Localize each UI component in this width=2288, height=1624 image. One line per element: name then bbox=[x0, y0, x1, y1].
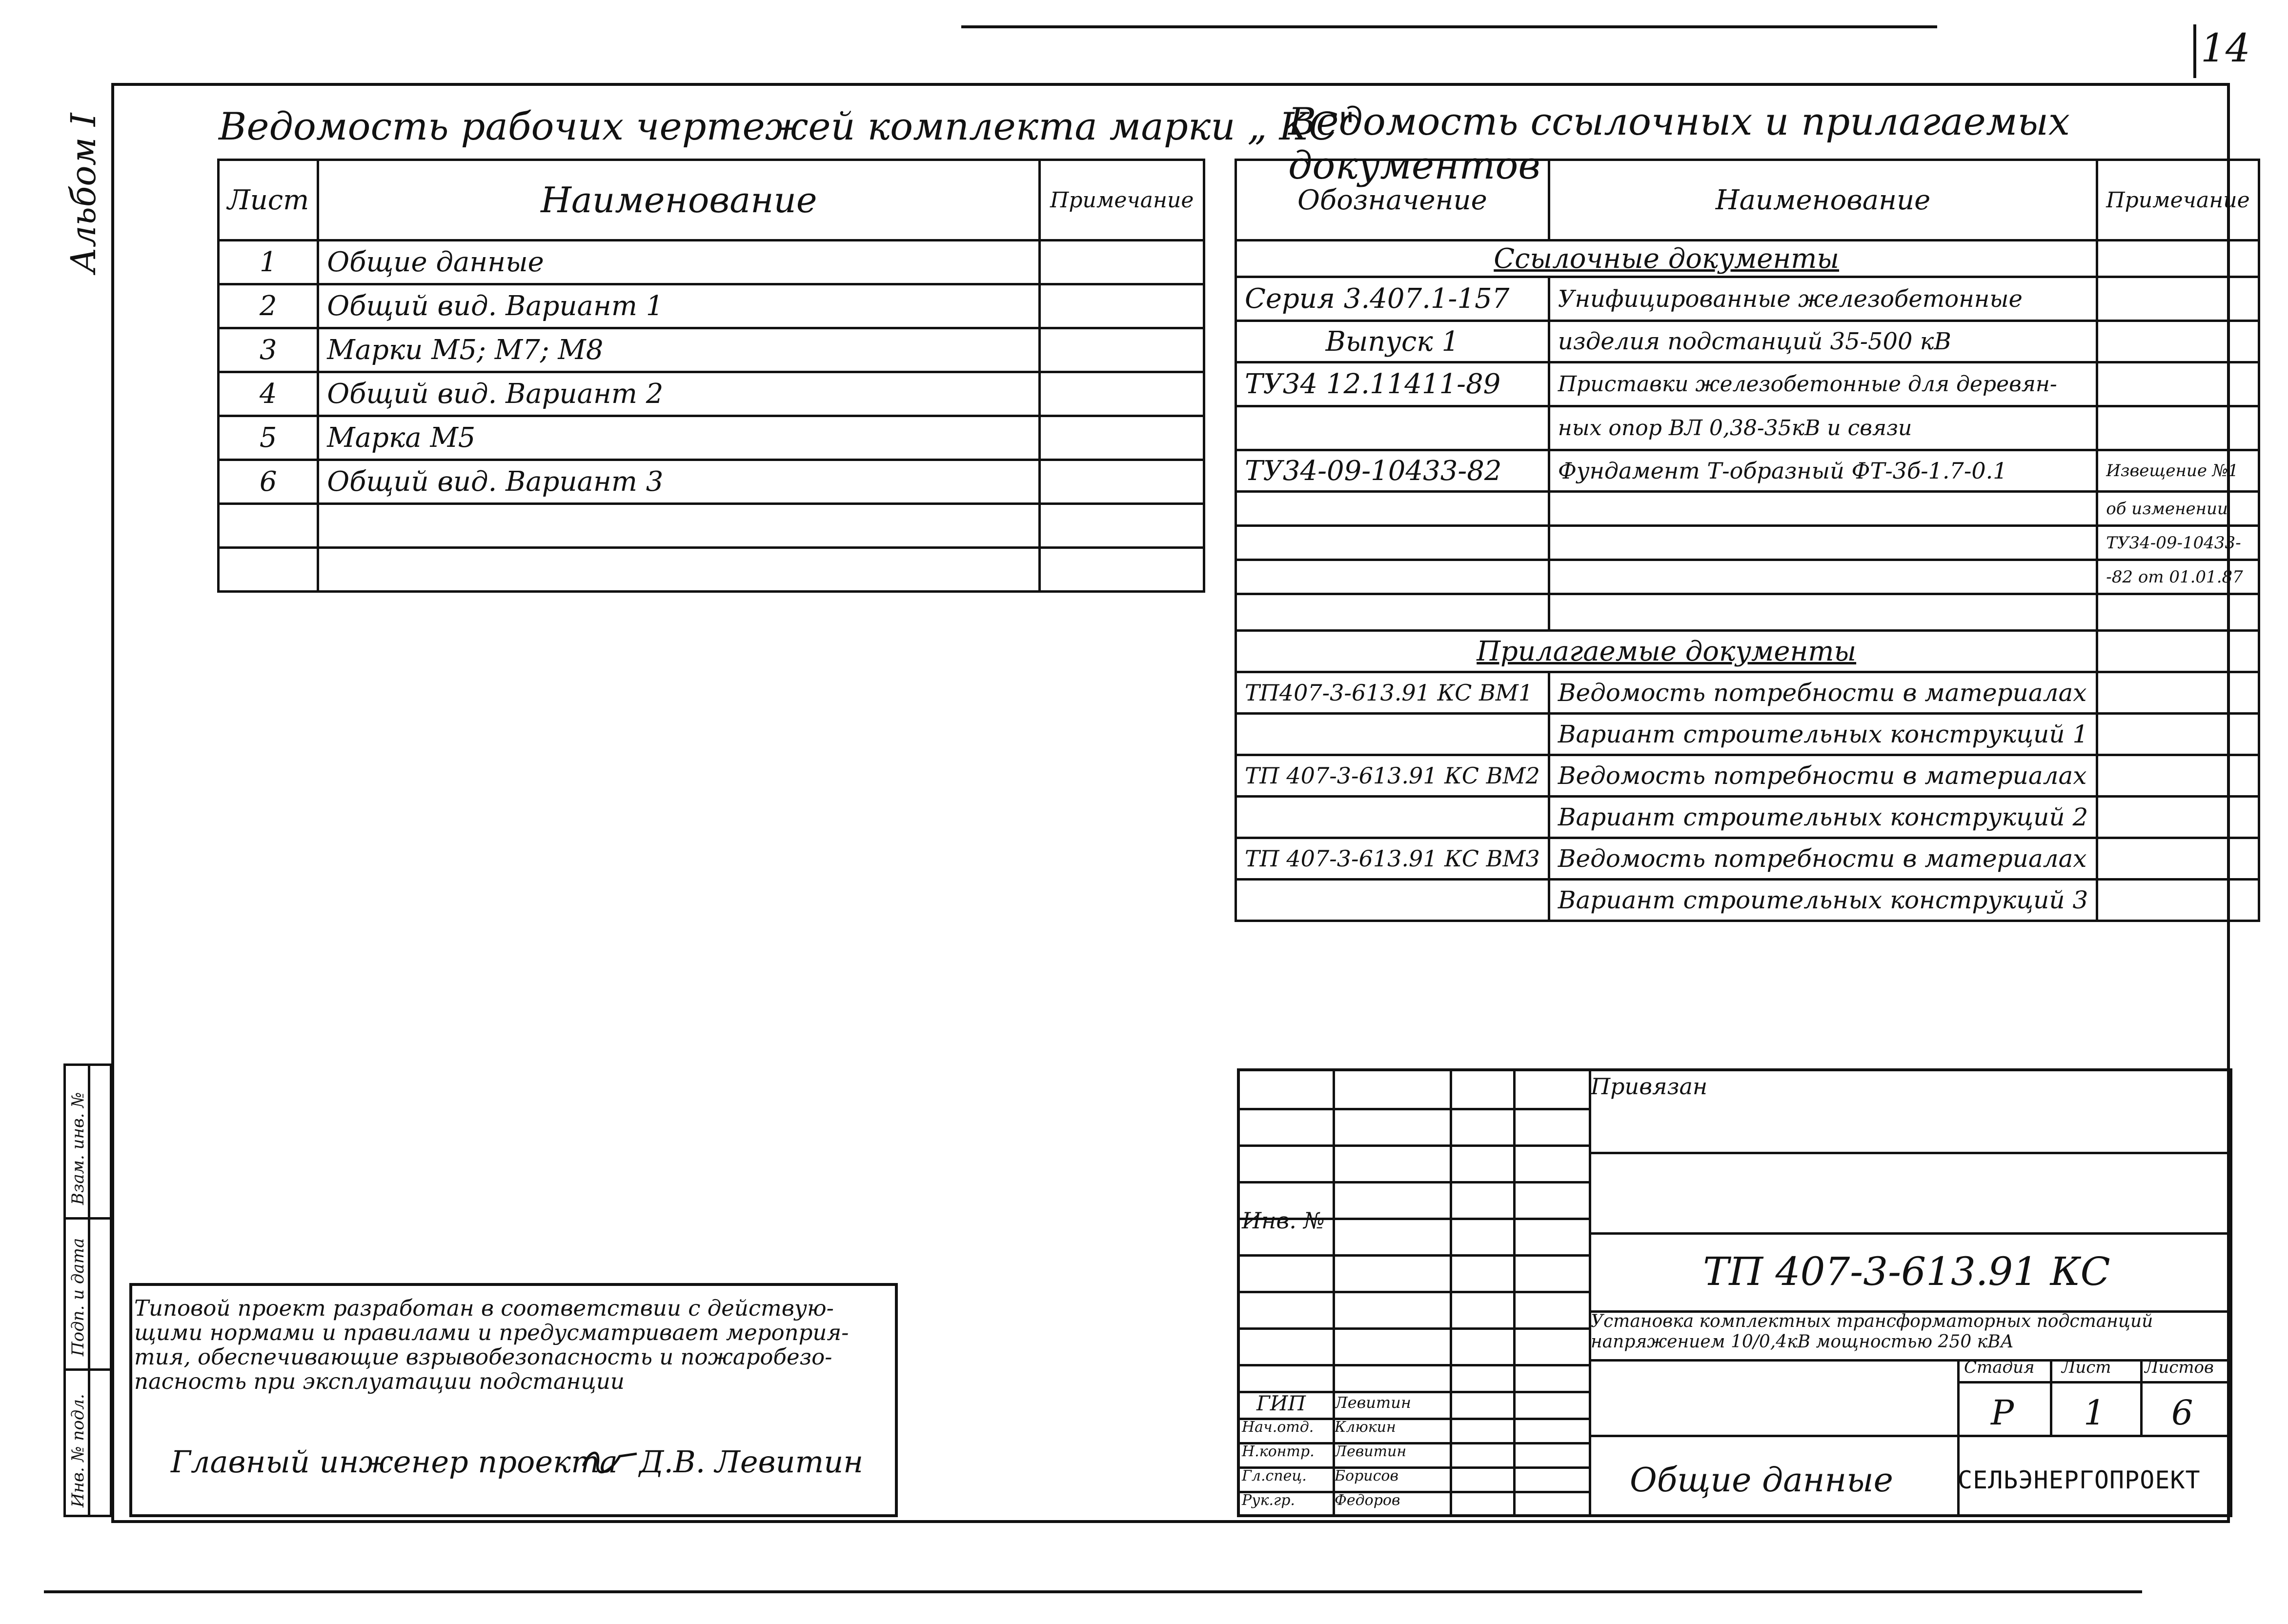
album-label: Альбом I bbox=[63, 113, 103, 273]
stage-label: Стадия bbox=[1964, 1358, 2035, 1377]
table-row: Вариант строительных конструкций 2 bbox=[1236, 797, 2259, 838]
table-row: Вариант строительных конструкций 3 bbox=[1236, 880, 2259, 921]
table-row: ТУ34 12.11411-89 Приставки железобетонные для деревян- bbox=[1236, 362, 2259, 406]
inv-label: Инв. № bbox=[1242, 1207, 1325, 1234]
table-row: ТУ34-09-10433-82 Фундамент Т-образный ФТ-3б-1.7-0.1 Извещение №1 bbox=[1236, 450, 2259, 492]
table-row: ТУ34-09-10433- bbox=[1236, 526, 2259, 560]
table-row bbox=[219, 504, 1204, 548]
project-desc-1: Установка комплектных трансформаторных подстанций bbox=[1591, 1311, 2153, 1331]
staff-name-1: Левитин bbox=[1335, 1393, 1411, 1412]
staff-name-4: Борисов bbox=[1335, 1467, 1398, 1484]
sheets-label: Листов bbox=[2145, 1358, 2214, 1377]
table-row: Вариант строительных конструкций 1 bbox=[1236, 714, 2259, 755]
staff-role-1: ГИП bbox=[1256, 1391, 1306, 1415]
table-row: ТП 407-3-613.91 КС ВМ3 Ведомость потребности в материалах bbox=[1236, 838, 2259, 880]
header-designation: Обозначение bbox=[1236, 160, 1549, 241]
table-row: 1 Общие данные bbox=[219, 241, 1204, 284]
table-row: ТП407-3-613.91 КС ВМ1 Ведомость потребности в материалах bbox=[1236, 672, 2259, 714]
table-row: Серия 3.407.1-157 Унифицированные железобетонные bbox=[1236, 277, 2259, 321]
header-name: Наименование bbox=[318, 160, 1040, 241]
staff-role-3: Н.контр. bbox=[1242, 1443, 1315, 1460]
side-stamp-cell-1: Взам. инв. № bbox=[68, 1092, 88, 1205]
side-stamp-cell-2: Подп. и дата bbox=[68, 1238, 88, 1356]
table-row: об изменении bbox=[1236, 492, 2259, 526]
header-name: Наименование bbox=[1549, 160, 2097, 241]
stage-value: Р bbox=[1991, 1393, 2014, 1433]
chief-engineer-label: Главный инженер проекта bbox=[171, 1444, 618, 1480]
left-list-title: Ведомость рабочих чертежей комплекта марки „ КС" bbox=[219, 105, 1356, 149]
signature-icon bbox=[581, 1444, 639, 1478]
table-row bbox=[219, 548, 1204, 592]
note-line-4: пасность при эксплуатации подстанции bbox=[134, 1368, 625, 1394]
note-line-1: Типовой проект разработан в соответствии с действую- bbox=[134, 1295, 834, 1321]
sheet-number: 1 bbox=[2084, 1393, 2106, 1433]
table-row: Выпуск 1 изделия подстанций 35-500 кВ bbox=[1236, 321, 2259, 362]
sheets-total: 6 bbox=[2171, 1393, 2193, 1433]
table-row: -82 от 01.01.87 bbox=[1236, 560, 2259, 594]
header-note: Примечание bbox=[2097, 160, 2259, 241]
header-sheet: Лист bbox=[219, 160, 318, 241]
project-code: ТП 407-3-613.91 КС bbox=[1703, 1249, 2110, 1294]
staff-role-5: Рук.гр. bbox=[1242, 1492, 1295, 1509]
table-row: 2 Общий вид. Вариант 1 bbox=[219, 284, 1204, 328]
left-drawing-list-table bbox=[217, 159, 1205, 593]
table-row bbox=[1236, 594, 2259, 631]
page-number: 14 bbox=[2201, 25, 2250, 71]
top-border-line bbox=[961, 25, 1937, 28]
bottom-border-line bbox=[44, 1590, 2142, 1593]
table-row: 3 Марки М5; М7; М8 bbox=[219, 328, 1204, 372]
header-note: Примечание bbox=[1040, 160, 1204, 241]
staff-role-2: Нач.отд. bbox=[1242, 1419, 1314, 1436]
table-row: ных опор ВЛ 0,38-35кВ и связи bbox=[1236, 406, 2259, 450]
table-row: 4 Общий вид. Вариант 2 bbox=[219, 372, 1204, 416]
right-list-title: Ведомость ссылочных и прилагаемых документов bbox=[1288, 100, 2070, 188]
section-references: Ссылочные документы bbox=[1236, 241, 2259, 277]
staff-name-2: Клюкин bbox=[1335, 1419, 1396, 1436]
bound-label: Привязан bbox=[1591, 1073, 1708, 1100]
table-row: 6 Общий вид. Вариант 3 bbox=[219, 460, 1204, 504]
organization-name: СЕЛЬЭНЕРГОПРОЕКТ bbox=[1958, 1466, 2201, 1494]
table-row: ТП 407-3-613.91 КС ВМ2 Ведомость потребности в материалах bbox=[1236, 755, 2259, 797]
side-stamp-cell-3: Инв. № подл. bbox=[68, 1394, 88, 1507]
document-name: Общие данные bbox=[1630, 1461, 1893, 1500]
staff-name-3: Левитин bbox=[1335, 1443, 1407, 1460]
table-row: 5 Марка М5 bbox=[219, 416, 1204, 460]
project-desc-2: напряжением 10/0,4кВ мощностью 250 кВА bbox=[1591, 1332, 2014, 1352]
note-line-3: тия, обеспечивающие взрывобезопасность и пожаробезо- bbox=[134, 1344, 832, 1370]
chief-engineer-name: Д.В. Левитин bbox=[639, 1444, 864, 1480]
page-number-divider bbox=[2193, 24, 2196, 78]
sheet-label: Лист bbox=[2062, 1358, 2111, 1377]
section-attached: Прилагаемые документы bbox=[1236, 631, 2259, 672]
note-line-2: щими нормами и правилами и предусматривает мероприя- bbox=[134, 1320, 849, 1345]
reference-documents-table bbox=[1235, 159, 2260, 922]
staff-name-5: Федоров bbox=[1335, 1492, 1400, 1509]
staff-role-4: Гл.спец. bbox=[1242, 1467, 1307, 1484]
